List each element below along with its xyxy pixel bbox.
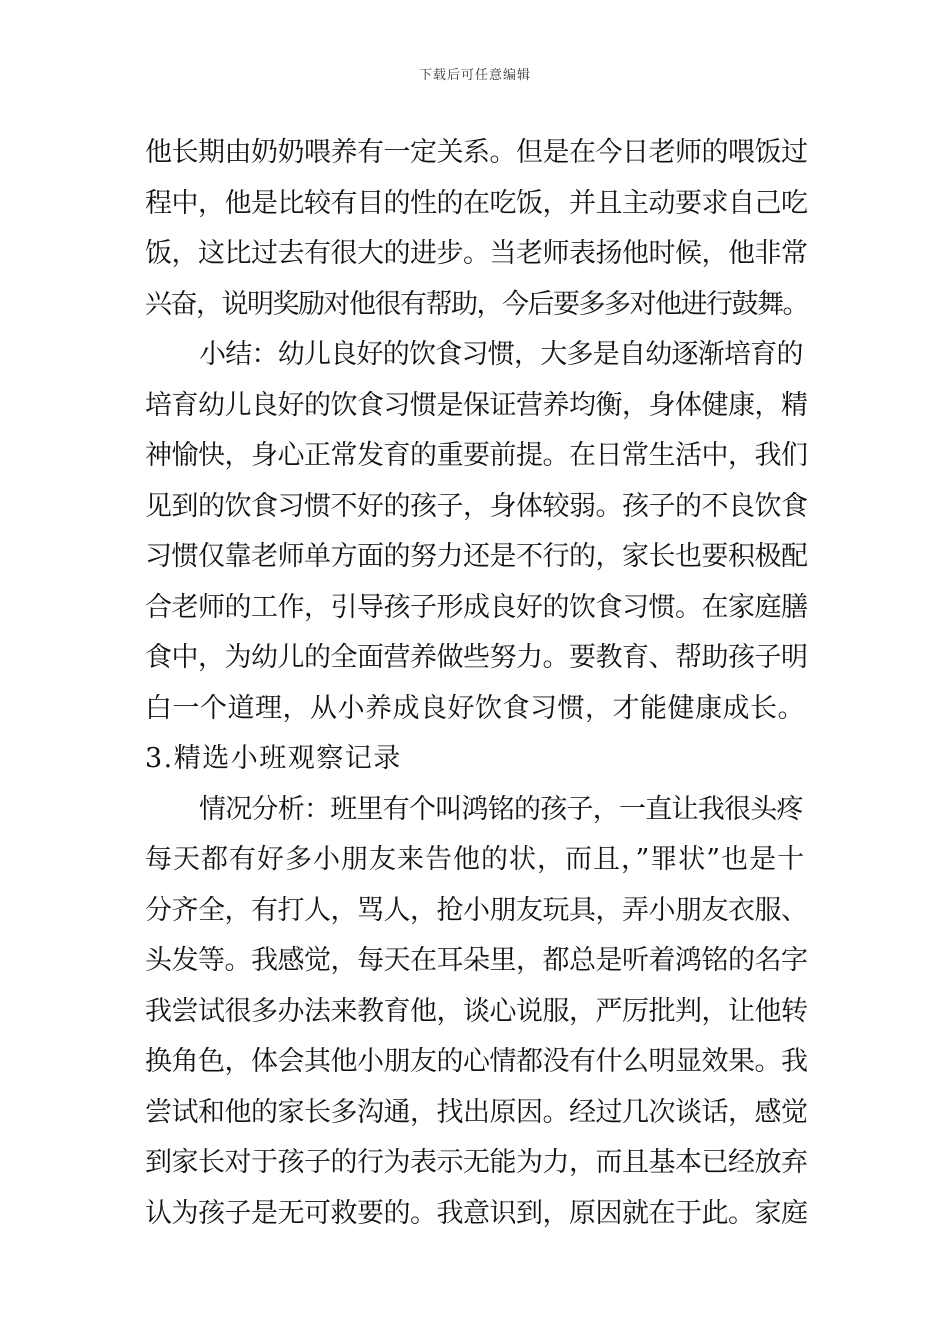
text-line: 习惯仅靠老师单方面的努力还是不行的，家长也要积极配 [145, 541, 808, 572]
text-line: 每天都有好多小朋友来告他的状，而且，”罪状”也是十 [145, 844, 806, 875]
text-line: 分齐全，有打人，骂人，抢小朋友玩具，弄小朋友衣服、 [145, 894, 808, 926]
text-line: 认为孩子是无可救要的。我意识到，原因就在于此。家庭 [145, 1197, 808, 1229]
text-line: 头发等。我感觉，每天在耳朵里，都总是听着鸿铭的名字 [145, 945, 808, 976]
document-body [145, 128, 808, 1239]
text-line: 合老师的工作，引导孩子形成良好的饮食习惯。在家庭膳 [145, 591, 808, 623]
text-line: 他长期由奶奶喂养有一定关系。但是在今日老师的喂饭过 [145, 137, 808, 168]
text-line: 尝试和他的家长多沟通，找出原因。经过几次谈话，感觉 [145, 1096, 808, 1128]
text-line: 兴奋，说明奖励对他很有帮助，今后要多多对他进行鼓舞。 [145, 288, 808, 320]
text-line: 白一个道理，从小养成良好饮食习惯，才能健康成长。 [145, 692, 805, 724]
text-line: 我尝试很多办法来教育他，谈心说服，严厉批判，让他转 [145, 995, 808, 1027]
text-line: 食中，为幼儿的全面营养做些努力。要教育、帮助孩子明 [145, 642, 808, 673]
text-line: 见到的饮食习惯不好的孩子，身体较弱。孩子的不良饮食 [145, 490, 808, 522]
text-line: 换角色，体会其他小朋友的心情都没有什么明显效果。我 [145, 1046, 808, 1077]
text-line: 神愉快，身心正常发育的重要前提。在日常生活中，我们 [145, 440, 808, 471]
text-line: 饭，这比过去有很大的进步。当老师表扬他时候，他非常 [145, 238, 808, 269]
page-header: 下载后可任意编辑 [418, 68, 531, 83]
summary-paragraph-start: 小结：幼儿良好的饮食习惯，大多是自幼逐渐培育的 [199, 339, 803, 370]
text-line: 程中，他是比较有目的性的在吃饭，并且主动要求自己吃 [145, 187, 808, 219]
text-line: 到家长对于孩子的行为表示无能为力，而且基本已经放弃 [145, 1147, 808, 1178]
section-heading: 3.精选小班观察记录 [145, 743, 402, 774]
text-line: 培育幼儿良好的饮食习惯是保证营养均衡，身体健康，精 [145, 389, 808, 421]
analysis-paragraph-start: 情况分析：班里有个叫鸿铭的孩子，一直让我很头疼 [199, 793, 803, 825]
